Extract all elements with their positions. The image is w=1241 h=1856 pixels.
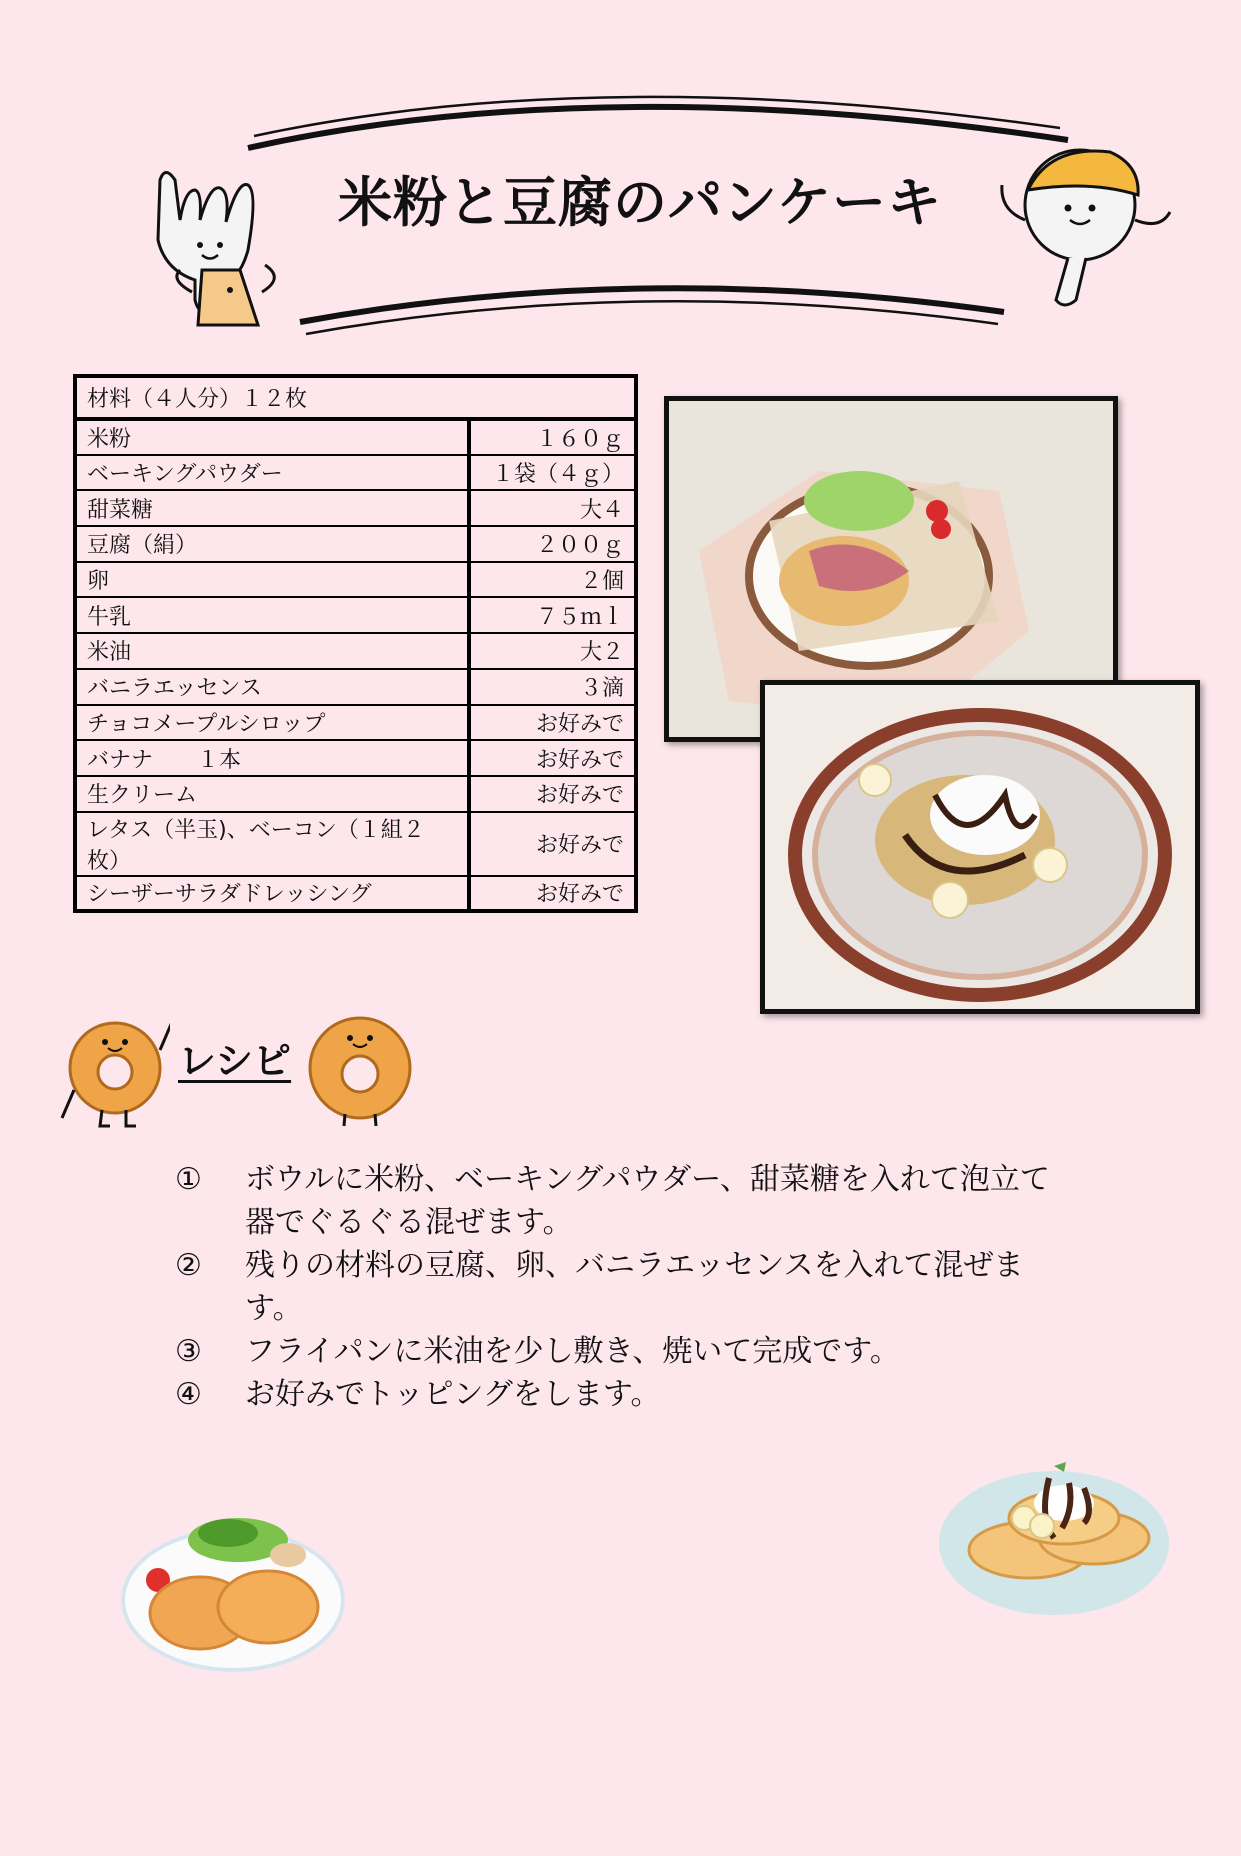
ingredient-name: 米粉 (75, 419, 469, 455)
ingredient-name: 牛乳 (75, 597, 469, 633)
pancake-dessert-plate-icon (934, 1458, 1174, 1618)
ingredient-amount: お好みで (469, 705, 636, 741)
ingredient-name: 甜菜糖 (75, 490, 469, 526)
list-item (175, 1158, 1075, 1244)
donut-character-icon (300, 1010, 420, 1130)
table-row (75, 455, 636, 491)
step-number: ③ (175, 1334, 202, 1369)
ingredient-amount: お好みで (469, 812, 636, 876)
ingredient-amount: １袋（４ｇ） (469, 455, 636, 491)
step-number: ② (175, 1248, 202, 1283)
pancake-salad-plate-icon (118, 1495, 358, 1675)
table-row (75, 669, 636, 705)
ingredient-name: 卵 (75, 562, 469, 598)
table-row (75, 419, 636, 455)
ingredient-name: ベーキングパウダー (75, 455, 469, 491)
fork-character-icon (140, 160, 310, 340)
ingredient-name: バナナ １本 (75, 740, 469, 776)
table-row (75, 876, 636, 912)
photo-dessert-pancake (760, 680, 1200, 1014)
ingredient-amount: ２００ｇ (469, 526, 636, 562)
ingredient-name: レタス（半玉)、ベーコン（１組２枚） (75, 812, 469, 876)
recipe-steps (175, 1158, 1075, 1416)
ingredient-amount: ７５ｍｌ (469, 597, 636, 633)
ingredient-amount: 大２ (469, 633, 636, 669)
ingredient-name: シーザーサラダドレッシング (75, 876, 469, 912)
table-row (75, 705, 636, 741)
step-number: ④ (175, 1377, 202, 1412)
donut-character-icon (60, 1010, 170, 1130)
table-row (75, 740, 636, 776)
table-row (75, 633, 636, 669)
table-row (75, 776, 636, 812)
ingredient-name: バニラエッセンス (75, 669, 469, 705)
ingredient-amount: ２個 (469, 562, 636, 598)
list-item (175, 1330, 1075, 1373)
list-item (175, 1244, 1075, 1330)
step-text: ボウルに米粉、ベーキングパウダー、甜菜糖を入れて泡立て器でぐるぐる混ぜます。 (245, 1162, 1050, 1240)
ingredients-header: 材料（４人分）１２枚 (75, 376, 636, 419)
table-row (75, 526, 636, 562)
step-text: フライパンに米油を少し敷き、焼いて完成です。 (245, 1334, 900, 1369)
ingredient-amount: お好みで (469, 876, 636, 912)
ingredient-name: 米油 (75, 633, 469, 669)
step-text: お好みでトッピングをします。 (245, 1377, 661, 1412)
list-item (175, 1373, 1075, 1416)
ingredient-amount: お好みで (469, 740, 636, 776)
table-row (75, 812, 636, 876)
ingredient-name: 豆腐（絹） (75, 526, 469, 562)
ingredient-amount: １６０ｇ (469, 419, 636, 455)
table-row (75, 562, 636, 598)
step-number: ① (175, 1162, 202, 1197)
ingredients-table (73, 374, 638, 913)
ingredient-amount: ３滴 (469, 669, 636, 705)
ingredient-name: 生クリーム (75, 776, 469, 812)
ingredient-amount: 大４ (469, 490, 636, 526)
ingredient-name: チョコメープルシロップ (75, 705, 469, 741)
spoon-character-icon (990, 140, 1190, 320)
ingredient-amount: お好みで (469, 776, 636, 812)
table-row (75, 490, 636, 526)
recipe-heading: レシピ (178, 1039, 292, 1083)
table-row (75, 597, 636, 633)
page-title: 米粉と豆腐のパンケーキ (338, 171, 942, 234)
step-text: 残りの材料の豆腐、卵、バニラエッセンスを入れて混ぜます。 (245, 1248, 1024, 1326)
